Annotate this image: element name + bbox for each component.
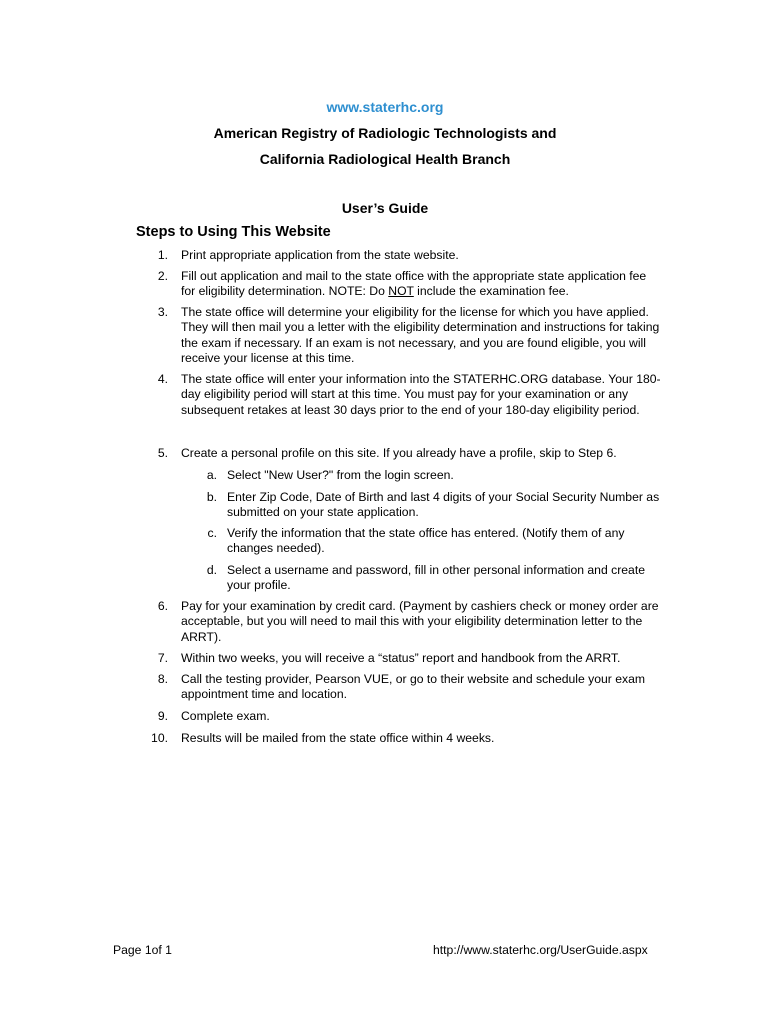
step-number: 6.	[157, 599, 168, 613]
substep-text: Select "New User?" from the login screen.	[227, 468, 454, 482]
step-number: 5.	[157, 446, 168, 460]
step-number: 10.	[151, 731, 168, 745]
substep-text: Verify the information that the state office has entered. (Notify them of any changes needed).	[227, 526, 625, 556]
not-emphasis: NOT	[388, 284, 414, 299]
substep-text: Select a username and password, fill in other personal information and create your profile.	[227, 563, 645, 593]
guide-title: User’s Guide	[341, 200, 429, 216]
website-link[interactable]: www.staterhc.org	[326, 99, 444, 115]
step-text: Create a personal profile on this site. If you already have a profile, skip to Step 6.	[181, 446, 617, 460]
org-title-line-1: American Registry of Radiologic Technologists and	[213, 125, 557, 141]
substep-letter: c.	[207, 526, 217, 540]
step-number: 7.	[157, 651, 168, 665]
section-heading: Steps to Using This Website	[136, 224, 331, 240]
step-text: Within two weeks, you will receive a “status” report and handbook from the ARRT.	[181, 651, 621, 665]
step-number: 3.	[157, 305, 168, 319]
step-text: The state office will enter your information into the STATERHC.ORG database. Your 180-day eligibility period will start at this time. You must pay for your examination or any subsequent retakes at least 30 days prior to the end of your 180-day eligibility period.	[181, 372, 661, 417]
step-text: Fill out application and mail to the state office with the appropriate state application fee for eligibility determination. NOTE: Do NOT include the examination fee.	[181, 269, 647, 299]
substep-letter: b.	[206, 490, 217, 504]
step-number: 4.	[157, 372, 168, 386]
step-text: Call the testing provider, Pearson VUE, or go to their website and schedule your exam appointment time and location.	[181, 672, 646, 702]
step-text: Print appropriate application from the state website.	[181, 248, 459, 262]
step-number: 2.	[157, 269, 168, 283]
step-text: Complete exam.	[181, 709, 270, 723]
substep-letter: d.	[206, 563, 217, 577]
substep-text: Enter Zip Code, Date of Birth and last 4 digits of your Social Security Number as submitted on your state application.	[227, 490, 660, 520]
step-number: 1.	[157, 248, 168, 262]
footer-url[interactable]: http://www.staterhc.org/UserGuide.aspx	[433, 943, 648, 957]
step-text: Results will be mailed from the state office within 4 weeks.	[181, 731, 495, 745]
step-number: 9.	[157, 709, 168, 723]
step-number: 8.	[157, 672, 168, 686]
substep-letter: a.	[206, 468, 217, 482]
page-number: Page 1of 1	[113, 943, 172, 957]
org-title-line-2: California Radiological Health Branch	[259, 151, 511, 167]
step-text: The state office will determine your eligibility for the license for which you have applied. They will then mail you a letter with the eligibility determination and instructions for taking the exam if necessary. If an exam is not necessary, and you are found eligible, you will receive your license at this time.	[181, 305, 660, 365]
step-text: Pay for your examination by credit card. (Payment by cashiers check or money order are acceptable, but you will need to mail this with your eligibility determination letter to the ARRT).	[181, 599, 659, 644]
